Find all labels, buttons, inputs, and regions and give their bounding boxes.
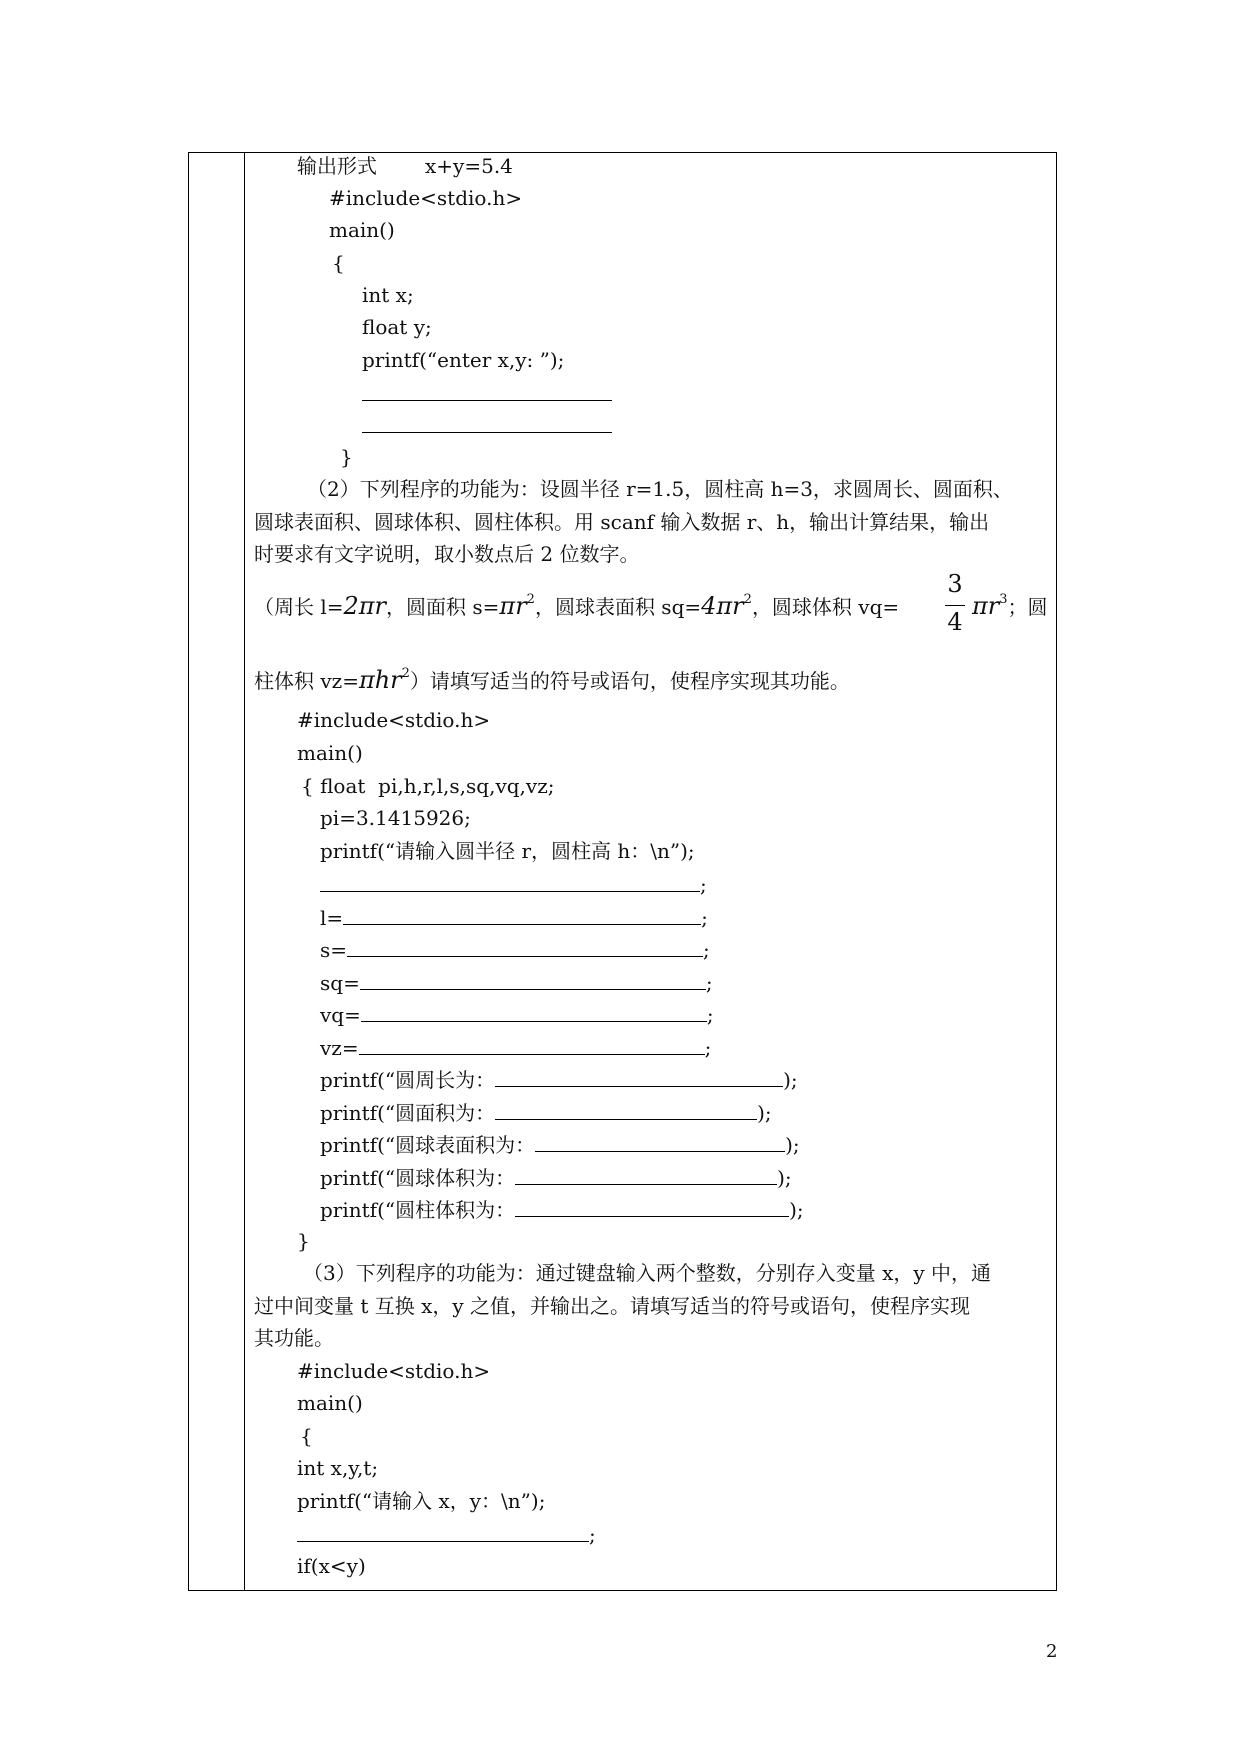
column-divider — [244, 152, 245, 1591]
code-line: { — [332, 251, 345, 275]
formula-tail: ）请填写适当的符号或语句，使程序实现其功能。 — [409, 669, 850, 693]
code-line: main() — [297, 1391, 363, 1415]
sphere-volume-formula: πr — [972, 592, 1000, 620]
code-line: #include<stdio.h> — [297, 1359, 491, 1383]
code-line: int x; — [362, 283, 414, 307]
code-line: if(x<y) — [297, 1554, 366, 1578]
code-close-brace: } — [297, 1229, 310, 1253]
code-line: int x,y,t; — [297, 1456, 379, 1480]
output-format-label: 输出形式 — [297, 154, 377, 178]
exponent: 3 — [999, 592, 1008, 607]
code-line: printf(“请输入圆半径 r，圆柱高 h：\n”); — [320, 839, 695, 863]
question-3-text: （3）下列程序的功能为：通过键盘输入两个整数，分别存入变量 x，y 中，通 — [303, 1261, 992, 1285]
answer-line-s[interactable]: s= ; — [320, 934, 710, 962]
code-line: { float pi,h,r,l,s,sq,vq,vz; — [301, 774, 555, 798]
answer-line-vz[interactable]: vz= ; — [320, 1032, 711, 1060]
code-close-brace: } — [340, 445, 353, 469]
answer-line-vq[interactable]: vq= ; — [320, 999, 714, 1027]
exponent: 2 — [401, 666, 410, 681]
code-line: #include<stdio.h> — [329, 186, 523, 210]
answer-line-l[interactable]: l= ; — [320, 902, 708, 930]
code-line: main() — [297, 741, 363, 765]
question-2-text: 圆球表面积、圆球体积、圆柱体积。用 scanf 输入数据 r、h，输出计算结果，输出 — [254, 510, 990, 534]
cylinder-label: 柱体积 vz= — [254, 669, 359, 693]
code-line: #include<stdio.h> — [297, 708, 491, 732]
fraction-bar — [945, 605, 965, 606]
formula-sphere-vol-label: ，圆球体积 vq= — [751, 595, 900, 619]
circumference-formula: 2πr — [343, 592, 387, 620]
fraction-denominator: 4 — [947, 608, 963, 636]
print-line-sphere-area[interactable]: printf(“圆球表面积为： ); — [320, 1129, 800, 1157]
print-line-cylinder-volume[interactable]: printf(“圆柱体积为： ); — [320, 1194, 804, 1222]
formula-area-label: ，圆面积 s= — [386, 595, 500, 619]
exponent: 2 — [743, 592, 752, 607]
print-line-circumference[interactable]: printf(“圆周长为： ); — [320, 1064, 798, 1092]
code-line: printf(“请输入 x，y：\n”); — [297, 1489, 546, 1513]
question-2-text: （2）下列程序的功能为：设圆半径 r=1.5，圆柱高 h=3，求圆周长、圆面积、 — [307, 477, 1013, 501]
code-line: pi=3.1415926; — [320, 806, 471, 830]
question-2-text: 时要求有文字说明，取小数点后 2 位数字。 — [254, 542, 640, 566]
print-line-sphere-volume[interactable]: printf(“圆球体积为： ); — [320, 1162, 792, 1190]
output-format-value: x+y=5.4 — [425, 154, 513, 178]
formula-open: （周长 l= — [254, 595, 344, 619]
code-line: float y; — [362, 315, 432, 339]
answer-line-sq[interactable]: sq= ; — [320, 967, 713, 995]
cylinder-volume-formula: πhr — [358, 666, 402, 694]
answer-blank-line[interactable] — [362, 378, 612, 406]
area-formula: πr — [499, 592, 527, 620]
page-number: 2 — [1046, 1641, 1058, 1662]
code-line: { — [300, 1424, 313, 1448]
formula-line-2 — [254, 660, 850, 694]
code-line: printf(“enter x,y: ”); — [362, 348, 565, 372]
print-line-area[interactable]: printf(“圆面积为： ); — [320, 1097, 772, 1125]
sphere-area-formula: 4πr — [701, 592, 744, 620]
answer-blank-line[interactable] — [362, 410, 612, 438]
exponent: 2 — [526, 592, 535, 607]
answer-line-scanf[interactable]: ; — [297, 1519, 596, 1547]
code-line: main() — [329, 218, 395, 242]
question-3-text: 过中间变量 t 互换 x，y 之值，并输出之。请填写适当的符号或语句，使程序实现 — [254, 1294, 971, 1318]
fraction-numerator: 3 — [947, 570, 963, 598]
formula-separator: ；圆 — [1007, 595, 1048, 619]
formula-line — [254, 586, 900, 620]
answer-line-input[interactable]: ; — [320, 869, 707, 897]
question-3-text: 其功能。 — [254, 1326, 334, 1350]
formula-line-tail — [972, 586, 1048, 620]
formula-sphere-area-label: ，圆球表面积 sq= — [534, 595, 702, 619]
